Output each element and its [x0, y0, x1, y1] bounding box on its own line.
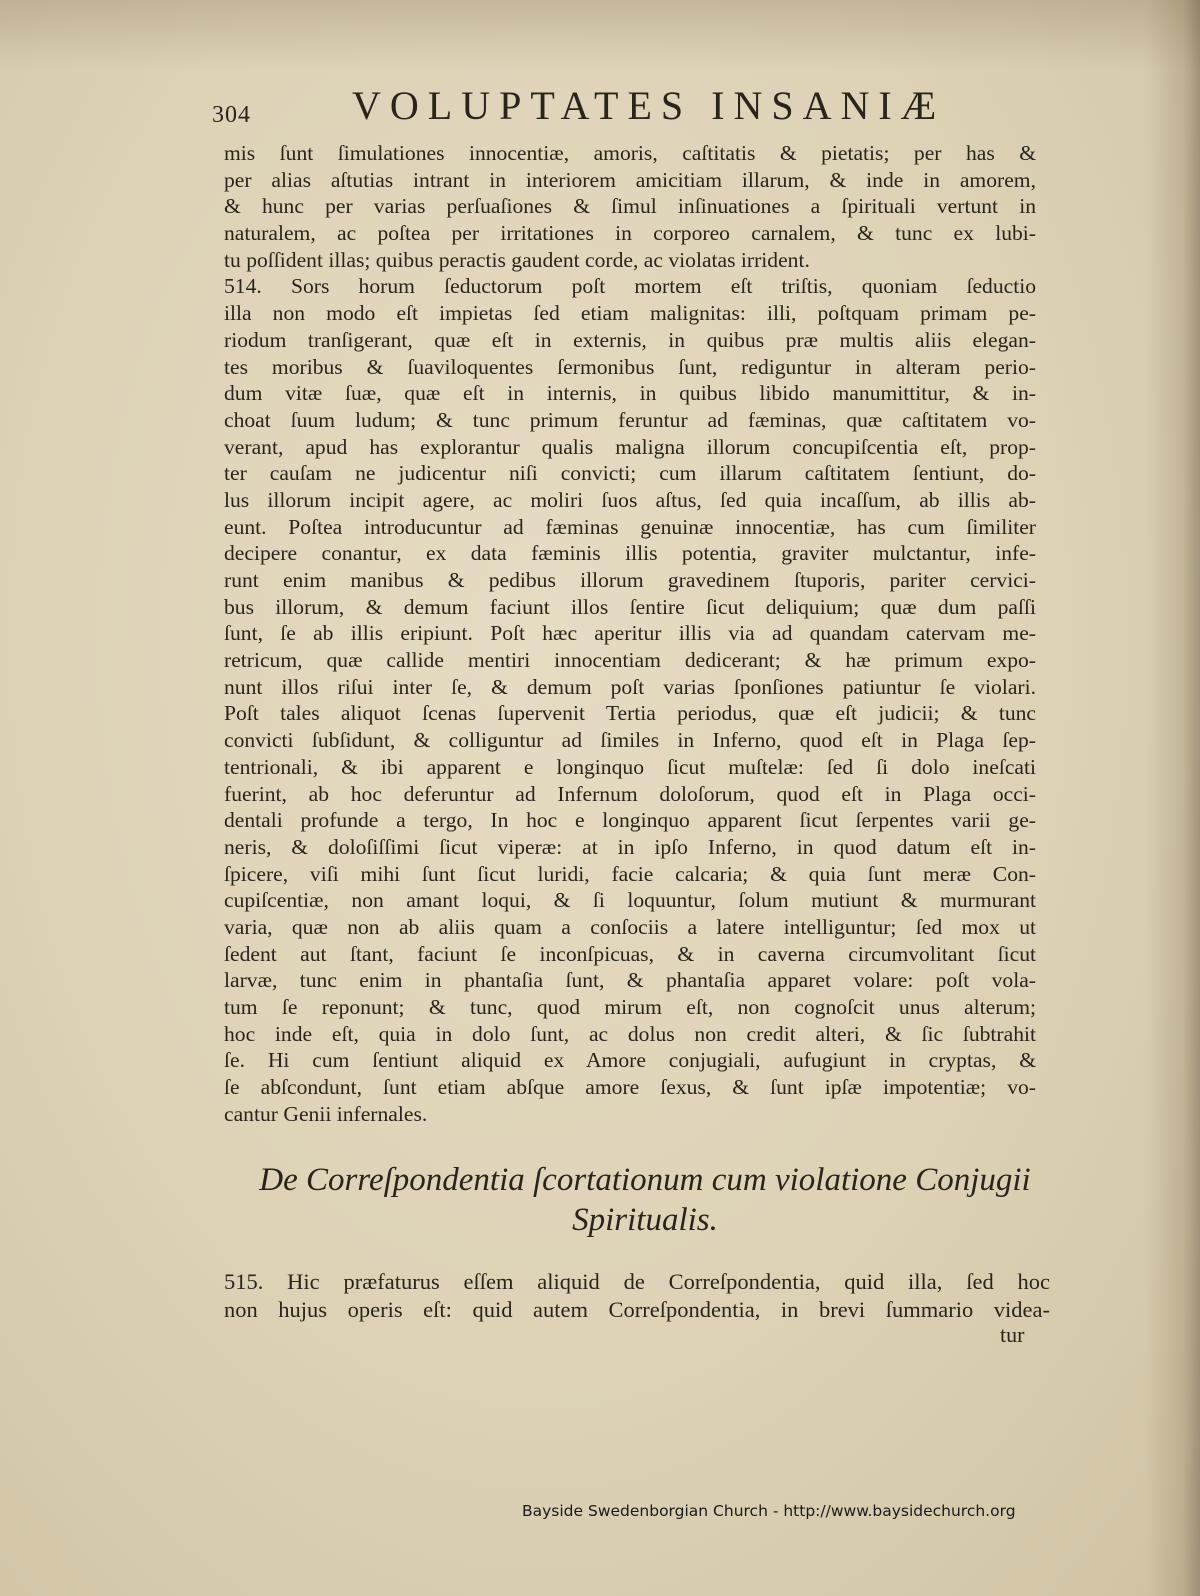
catchword: tur: [1000, 1322, 1025, 1347]
text-line: fuerint, ab hoc deferuntur ad Infernum doloſorum, quod eſt in Plaga occi-: [224, 781, 1036, 806]
section-heading-line-1: De Correſpondentia ſcortationum cum violatione Conjugii: [259, 1162, 1031, 1198]
text-line: ſe. Hi cum ſentiunt aliquid ex Amore conjugiali, aufugiunt in cryptas, &: [224, 1048, 1036, 1073]
text-line: 515. Hic præfaturus eſſem aliquid de Correſpondentia, quid illa, ſed hoc: [224, 1269, 1050, 1294]
text-line: naturalem, ac poſtea per irritationes in corporeo carnalem, & tunc ex lubi-: [224, 221, 1036, 246]
text-line: larvæ, tunc enim in phantaſia ſunt, & phantaſia apparet volare: poſt vola-: [224, 968, 1036, 993]
text-line: nunt illos riſui inter ſe, & demum poſt varias ſponſiones patiuntur ſe violari.: [224, 674, 1036, 699]
text-line: mis ſunt ſimulationes innocentiæ, amoris, caſtitatis & pietatis; per has &: [224, 141, 1036, 165]
text-line: tentrionali, & ibi apparent e longinquo ſicut muſtelæ: ſed ſi dolo ineſcati: [224, 754, 1036, 779]
text-line: ſedent aut ſtant, faciunt ſe inconſpicuas, & in caverna circumvolitant ſicut: [224, 941, 1036, 966]
text-line: per alias aſtutias intrant in interiorem amicitiam illarum, & inde in amorem,: [224, 167, 1036, 192]
text-line: runt enim manibus & pedibus illorum gravedinem ſtuporis, pariter cervici-: [224, 568, 1036, 592]
text-line: & hunc per varias perſuaſiones & ſimul inſinuationes a ſpirituali vertunt in: [224, 194, 1036, 219]
text-line: eunt. Poſtea introducuntur ad fæminas genuinæ innocentiæ, has cum ſimiliter: [224, 514, 1036, 539]
text-line: bus illorum, & demum faciunt illos ſentire ſicut deliquium; quæ dum paſſi: [224, 594, 1036, 619]
text-line: choat ſuum ludum; & tunc primum feruntur ad fæminas, quæ caſtitatem vo-: [224, 407, 1036, 432]
text-line: tum ſe reponunt; & tunc, quod mirum eſt, non cognoſcit unus alterum;: [224, 995, 1036, 1019]
footer-credit-link[interactable]: Bayside Swedenborgian Church - http://www.baysidechurch.org: [522, 1502, 1016, 1520]
page-number: 304: [212, 102, 251, 128]
text-line: lus illorum incipit agere, ac moliri ſuos aſtus, ſed quia incaſſum, ab illis ab-: [224, 487, 1036, 512]
text-line: decipere conantur, ex data fæminis illis potentia, graviter mulctantur, infe-: [224, 541, 1036, 566]
text-line: non hujus operis eſt: quid autem Correſpondentia, in brevi ſummario videa-: [224, 1297, 1050, 1322]
text-line: cantur Genii infernales.: [224, 1101, 428, 1126]
text-line: dentali profunde a tergo, In hoc e longinquo apparent ſicut ſerpentes varii ge-: [224, 808, 1036, 833]
text-line: varia, quæ non ab aliis quam a conſociis a latere intelliguntur; ſed mox ut: [224, 914, 1036, 939]
text-line: retricum, quæ callide mentiri innocentiam dedicerant; & hæ primum expo-: [224, 648, 1036, 673]
text-line: convicti ſubſidunt, & colliguntur ad ſimiles in Inferno, quod eſt in Plaga ſep-: [224, 728, 1036, 753]
top-shadow: [0, 0, 1200, 70]
text-line: illa non modo eſt impietas ſed etiam malignitas: illi, poſtquam primam pe-: [224, 301, 1036, 326]
text-line: cupiſcentiæ, non amant loqui, & ſi loquuntur, ſolum mutiunt & murmurant: [224, 888, 1036, 913]
section-515-text: [224, 1268, 1050, 1324]
text-line: tu poſſident illas; quibus peractis gaudent corde, ac violatas irrident.: [224, 247, 810, 272]
text-line: ſe abſcondunt, ſunt etiam abſque amore ſexus, & ſunt ipſæ impotentiæ; vo-: [224, 1075, 1036, 1100]
section-heading-line-2: Spiritualis.: [572, 1202, 718, 1238]
text-line: ter cauſam ne judicentur niſi convicti; cum illarum caſtitatem ſentiunt, do-: [224, 461, 1036, 486]
text-line: dum vitæ ſuæ, quæ eſt in internis, in quibus libido manumittitur, & in-: [224, 381, 1036, 406]
text-line: ſpicere, viſi mihi ſunt ſicut luridi, facie calcaria; & quia ſunt meræ Con-: [224, 861, 1036, 886]
text-line: hoc inde eſt, quia in dolo ſunt, ac dolus non credit alteri, & ſic ſubtrahit: [224, 1021, 1036, 1046]
text-line: riodum tranſigerant, quæ eſt in externis, in quibus præ multis aliis elegan-: [224, 327, 1036, 352]
page-header: [212, 82, 1042, 132]
body-text: [224, 140, 1036, 1127]
text-line: ſunt, ſe ab illis eripiunt. Poſt hæc aperitur illis via ad quandam catervam me-: [224, 621, 1036, 646]
text-line: neris, & doloſiſſimi ſicut viperæ: at in ipſo Inferno, in quod datum eſt in-: [224, 834, 1036, 859]
text-line: tes moribus & ſuaviloquentes ſermonibus ſunt, rediguntur in alteram perio-: [224, 354, 1036, 379]
spine-shadow: [1145, 0, 1200, 1596]
text-line: verant, apud has explorantur qualis maligna illorum concupiſcentia eſt, prop-: [224, 434, 1036, 459]
text-line: 514. Sors horum ſeductorum poſt mortem eſt triſtis, quoniam ſeductio: [224, 274, 1036, 299]
section-heading: [250, 1160, 1040, 1240]
running-title: VOLUPTATES INSANIÆ: [352, 83, 946, 128]
text-line: Poſt tales aliquot ſcenas ſupervenit Tertia periodus, quæ eſt judicii; & tunc: [224, 701, 1036, 726]
